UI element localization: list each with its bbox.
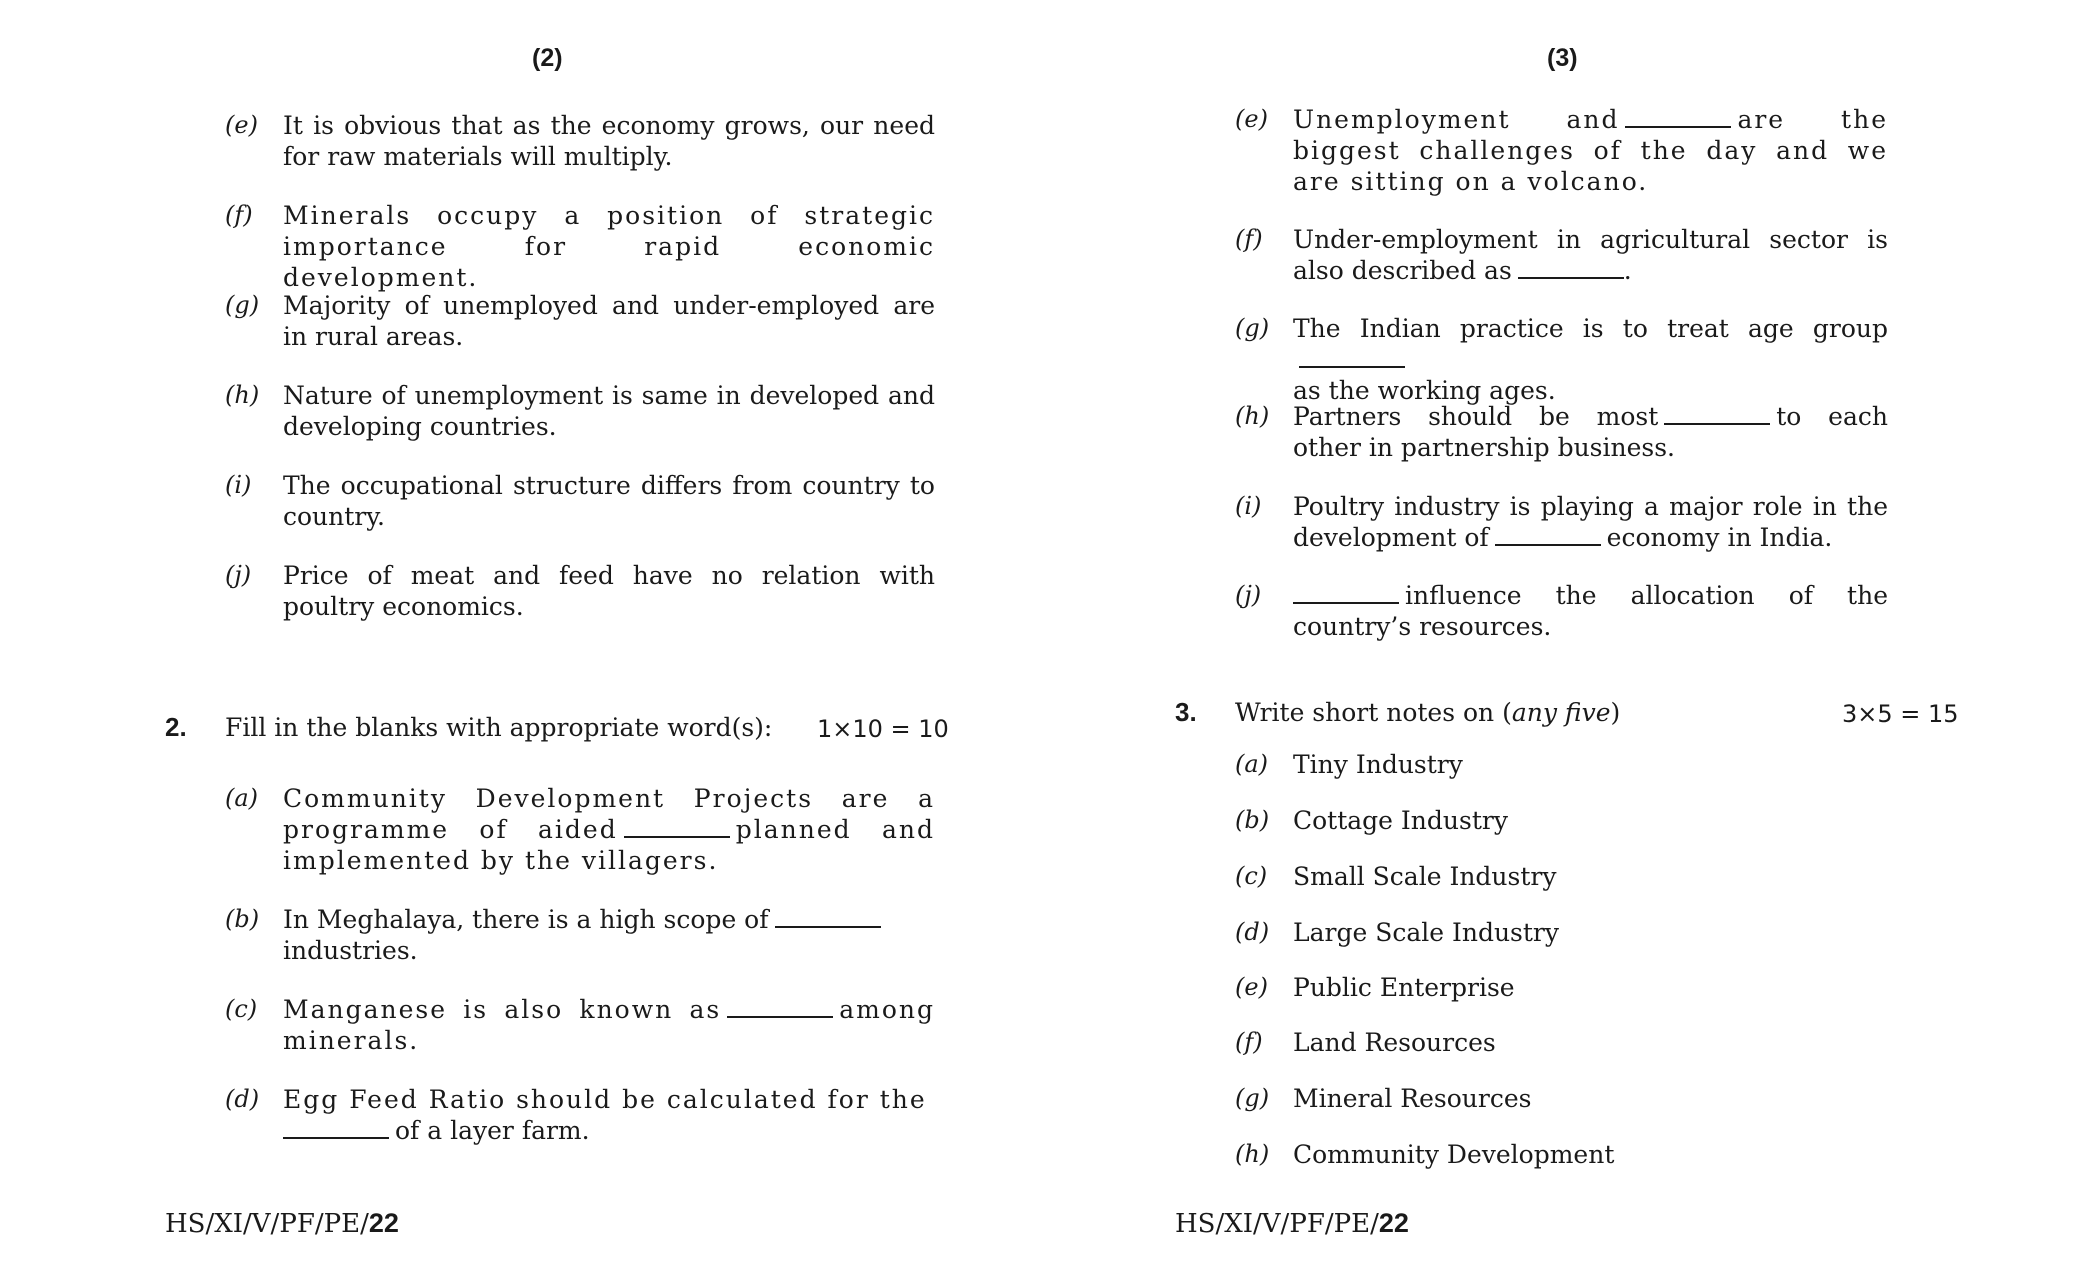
item-label: (f) — [1235, 225, 1263, 253]
item-label: (i) — [1235, 492, 1262, 520]
item-label: (j) — [225, 561, 252, 589]
item-label: (a) — [225, 784, 259, 812]
item-label: (g) — [225, 291, 260, 319]
answer-blank — [727, 998, 833, 1018]
item-label: (g) — [1235, 1084, 1270, 1112]
item-text: Public Enterprise — [1293, 973, 1515, 1002]
answer-blank — [1625, 108, 1731, 128]
question-number: 3. — [1175, 697, 1197, 727]
answer-blank — [624, 818, 730, 838]
page-footer: HS/XI/V/PF/PE/22 — [165, 1208, 399, 1239]
item-label: (h) — [1235, 402, 1270, 430]
item-label: (a) — [1235, 750, 1269, 778]
item-label: (j) — [1235, 581, 1262, 609]
item-text: Community Development — [1293, 1140, 1615, 1169]
item-label: (i) — [225, 471, 252, 499]
page-number: (2) — [532, 44, 563, 72]
answer-blank — [1299, 348, 1405, 368]
item-label: (h) — [225, 381, 260, 409]
item-text: Tiny Industry — [1293, 750, 1463, 779]
item-text: Large Scale Industry — [1293, 918, 1560, 947]
item-text: Minerals occupy a position of strategic importance for rapid economic development. — [283, 201, 935, 292]
page-number: (3) — [1547, 44, 1578, 72]
item-text: Cottage Industry — [1293, 806, 1508, 835]
item-label: (h) — [1235, 1140, 1270, 1168]
item-text: Mineral Resources — [1293, 1084, 1532, 1113]
item-label: (f) — [1235, 1028, 1263, 1056]
answer-blank — [1664, 405, 1770, 425]
item-label: (e) — [1235, 973, 1268, 1001]
answer-blank — [775, 908, 881, 928]
item-text: Poultry industry is playing a major role in the development of economy in India. — [1293, 492, 1888, 552]
question-marks: 3×5 = 15 — [1842, 700, 1959, 728]
question-text: Fill in the blanks with appropriate word(s): — [225, 713, 773, 742]
item-text: Partners should be most to each other in partnership business. — [1293, 402, 1888, 462]
item-label: (g) — [1235, 314, 1270, 342]
item-label: (b) — [1235, 806, 1270, 834]
answer-blank — [1518, 259, 1624, 279]
item-text: Under-employment in agricultural sector is also described as . — [1293, 225, 1888, 285]
item-text: Land Resources — [1293, 1028, 1496, 1057]
item-text: Price of meat and feed have no relation with poultry economics. — [283, 561, 935, 621]
item-label: (c) — [1235, 862, 1268, 890]
item-text: Majority of unemployed and under-employed are in rural areas. — [283, 291, 935, 351]
question-marks: 1×10 = 10 — [817, 715, 949, 743]
item-text: influence the allocation of the country’s resources. — [1293, 581, 1888, 641]
question-number: 2. — [165, 712, 187, 742]
answer-blank — [1495, 526, 1601, 546]
item-label: (c) — [225, 995, 258, 1023]
item-text: Community Development Projects are a programme of aided planned and implemented by the villagers. — [283, 784, 935, 875]
answer-blank — [283, 1119, 389, 1139]
answer-blank — [1293, 584, 1399, 604]
item-text: Small Scale Industry — [1293, 862, 1557, 891]
item-text: Unemployment and are the biggest challenges of the day and we are sitting on a volcano. — [1293, 105, 1888, 196]
item-label: (e) — [225, 111, 258, 139]
item-label: (d) — [1235, 918, 1270, 946]
item-text: Nature of unemployment is same in developed and developing countries. — [283, 381, 935, 441]
item-text: The occupational structure differs from country to country. — [283, 471, 935, 531]
question-text: Write short notes on (any five) — [1235, 698, 1621, 727]
item-label: (b) — [225, 905, 260, 933]
item-text: It is obvious that as the economy grows, our need for raw materials will multiply. — [283, 111, 935, 171]
item-text: The Indian practice is to treat age group as the working ages. — [1293, 314, 1888, 405]
item-label: (f) — [225, 201, 253, 229]
item-text: In Meghalaya, there is a high scope of industries. — [283, 904, 935, 966]
item-label: (e) — [1235, 105, 1268, 133]
item-text: Egg Feed Ratio should be calculated for the of a layer farm. — [283, 1085, 927, 1145]
page-footer: HS/XI/V/PF/PE/22 — [1175, 1208, 1409, 1239]
item-label: (d) — [225, 1085, 260, 1113]
right-page — [1050, 0, 2100, 1275]
item-text: Manganese is also known as among minerals. — [283, 995, 935, 1055]
